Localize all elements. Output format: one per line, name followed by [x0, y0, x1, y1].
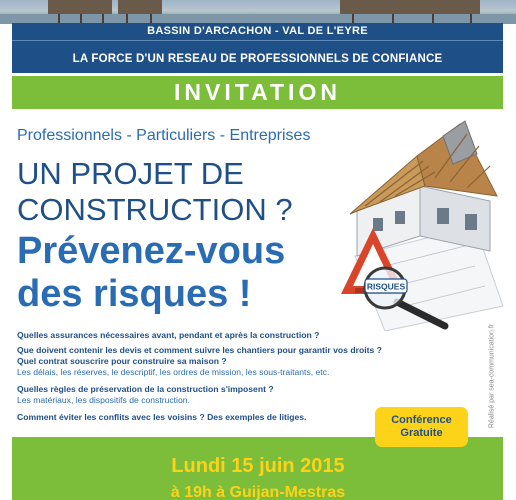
question-3-detail: Les délais, les réserves, le descriptif, les ordres de mission, les sous-traitants, etc. [17, 367, 330, 377]
header-band [12, 23, 503, 73]
free-conference-badge [375, 407, 468, 447]
event-date: Lundi 15 juin 2015 [171, 455, 345, 477]
question-4-detail: Les matériaux, les dispositifs de construction. [17, 395, 190, 405]
risk-sign [365, 279, 407, 293]
subheadline-line-2: des risques ! [17, 273, 252, 315]
badge-line-1: Conférence [391, 414, 452, 426]
stilt-hut-right [340, 0, 480, 14]
location-title: BASSIN D'ARCACHON - VAL DE L'EYRE [147, 25, 368, 37]
headline-line-2: CONSTRUCTION ? [17, 192, 293, 227]
question-2: Que doivent contenir les devis et comment suivre les chantiers pour garantir vos droits ? [17, 345, 382, 355]
stilt-hut-mid [118, 0, 162, 14]
headline-line-1: UN PROJET DE [17, 156, 244, 191]
question-5: Comment éviter les conflits avec les voisins ? Des exemples de litiges. [17, 412, 307, 422]
header-photo [0, 0, 516, 24]
subheadline-line-1: Prévenez-vous [17, 230, 286, 272]
risk-sign-label: RISQUES [366, 281, 406, 292]
credit-text: Réalisé par sea-communication.fr [488, 323, 496, 429]
audience-line: Professionnels - Particuliers - Entreprises [17, 127, 311, 144]
question-3: Quel contrat souscrire pour construire sa maison ? [17, 356, 227, 366]
tagline: LA FORCE D'UN RESEAU DE PROFESSIONNELS DE CONFIANCE [72, 53, 443, 65]
event-time: à 19h à Guijan-Mestras [170, 484, 346, 500]
stilt-hut-left [48, 0, 112, 14]
credit-note [486, 320, 498, 432]
badge-line-2: Gratuite [400, 427, 443, 439]
question-4: Quelles règles de préservation de la construction s'imposent ? [17, 384, 274, 394]
header-divider [12, 40, 503, 41]
question-1: Quelles assurances nécessaires avant, pendant et après la construction ? [17, 330, 320, 340]
construction-illustration [325, 116, 505, 331]
invitation-banner: INVITATION [12, 76, 503, 109]
